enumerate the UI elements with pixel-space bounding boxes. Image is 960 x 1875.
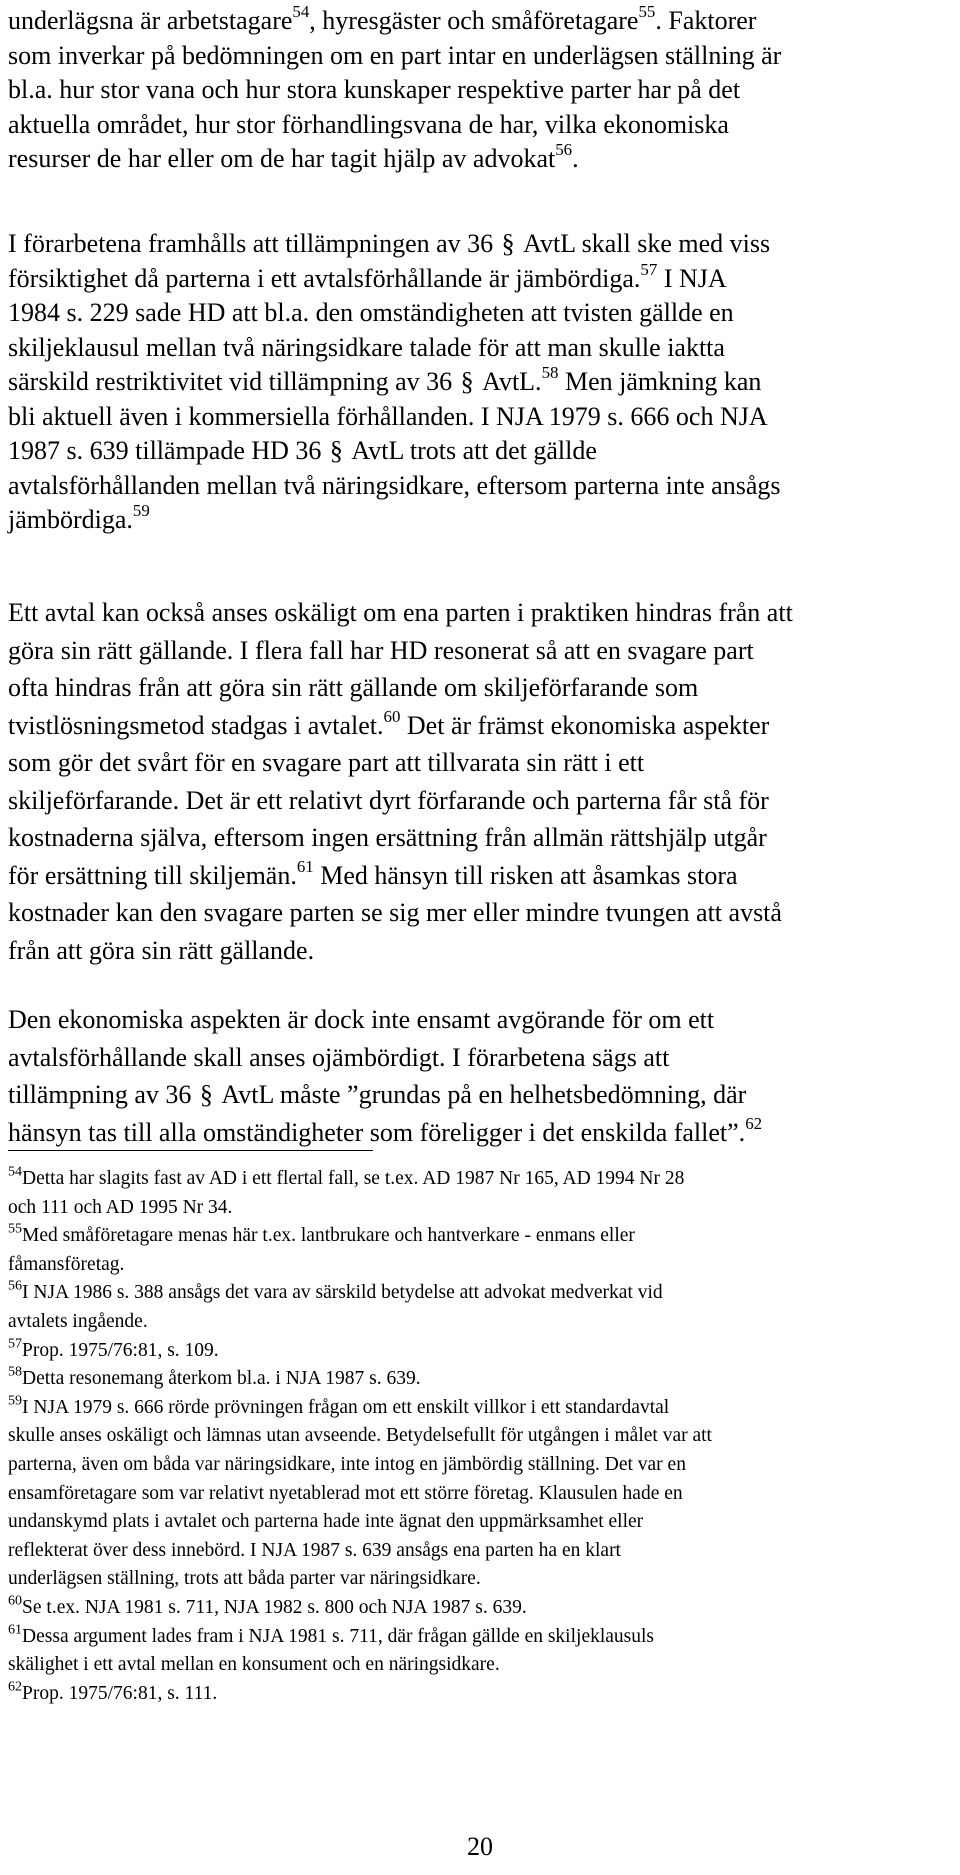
footnote-reference[interactable]: 59 bbox=[132, 501, 150, 521]
footnote-number: 56 bbox=[8, 1277, 23, 1294]
footnote-reference[interactable]: 56 bbox=[555, 140, 573, 160]
text-line: 1984 s. 229 sade HD att bl.a. den omständigheten att tvisten gällde en bbox=[8, 298, 734, 327]
footnote-56: $^{56}$I NJA 1986 s. 388 ansågs det vara av särskild betydelse att advokat medverkat vid avtalets ingående. bbox=[8, 1277, 663, 1332]
text-line: för ersättning till skiljemän.$^{61}$ Med hänsyn till risken att åsamkas stora bbox=[8, 856, 738, 890]
text-line: aktuella området, hur stor förhandlingsvana de har, vilka ekonomiska bbox=[8, 109, 729, 139]
footnote-separator bbox=[8, 1150, 373, 1151]
text-line: bli aktuell även i kommersiella förhållanden. I NJA 1979 s. 666 och NJA bbox=[8, 401, 768, 431]
text-line: från att göra sin rätt gällande. bbox=[8, 935, 315, 965]
paragraph-3 bbox=[8, 594, 948, 969]
footnote-62: $^{62}$Prop. 1975/76:81, s. 111. bbox=[8, 1678, 218, 1704]
footnote-reference[interactable]: 58 bbox=[541, 363, 559, 383]
footnote-reference[interactable]: 57 bbox=[640, 259, 658, 279]
text-line: bl.a. hur stor vana och hur stora kunskaper respektive parter har på det bbox=[8, 75, 741, 104]
footnote-number: 55 bbox=[8, 1220, 23, 1237]
text-line: hänsyn tas till alla omständigheter som föreligger i det enskilda fallet”.$^{62}$ bbox=[8, 1113, 763, 1147]
section-sign: § bbox=[460, 367, 474, 396]
text-line: tillämpning av 36 § AvtL måste ”grundas på en helhetsbedömning, där bbox=[8, 1076, 948, 1114]
text-line: särskild restriktivitet vid tillämpning av 36 § AvtL.$^{58}$ Men jämkning kan bbox=[8, 363, 948, 398]
text-line: avtalsförhållande skall anses ojämbördigt. I förarbetena sägs att bbox=[8, 1042, 670, 1072]
footnote-number: 57 bbox=[8, 1335, 23, 1352]
text-line: 1987 s. 639 tillämpade HD 36 § AvtL trots att det gällde bbox=[8, 432, 948, 467]
footnote-59: $^{59}$I NJA 1979 s. 666 rörde prövningen frågan om ett enskilt villkor i ett standardavtal skulle anses oskäligt och lämnas utan avseende. Betydelsefullt för utgången i målet var att parterna, även om båda var näringsidkare, inte intog en jämbördig ställning. Det var en ensamföretagare som var relativt nyetablerad mot ett större företag. Klausulen hade en undanskymd plats i avtalet och parterna hade inte ägnat den uppmärksamhet eller reflekterat över dess innebörd. I NJA 1987 s. 639 ansågs ena parten ha en klart underlägsen ställning, trots att båda parter var näringsidkare. bbox=[8, 1392, 712, 1590]
text-line: Den ekonomiska aspekten är dock inte ensamt avgörande för om ett bbox=[8, 1005, 715, 1034]
footnote-number: 58 bbox=[8, 1363, 23, 1380]
paragraph-4 bbox=[8, 1001, 948, 1151]
footnote-number: 59 bbox=[8, 1392, 23, 1409]
section-sign: § bbox=[501, 229, 515, 258]
text-line: ofta hindras från att göra sin rätt gällande om skiljeförfarande som bbox=[8, 673, 699, 702]
text-line: som gör det svårt för en svagare part att tillvarata sin rätt i ett bbox=[8, 748, 645, 777]
section-sign: § bbox=[329, 436, 343, 465]
text-line: resurser de har eller om de har tagit hjälp av advokat$^{56}$. bbox=[8, 140, 579, 173]
section-sign: § bbox=[199, 1080, 213, 1109]
text-line: kostnader kan den svagare parten se sig mer eller mindre tvungen att avstå bbox=[8, 898, 782, 927]
text-line: skiljeförfarande. Det är ett relativt dyrt förfarande och parterna får stå för bbox=[8, 785, 769, 815]
footnote-reference[interactable]: 62 bbox=[745, 1113, 763, 1133]
text-line: som inverkar på bedömningen om en part intar en underlägsen ställning är bbox=[8, 40, 782, 70]
text-line: tvistlösningsmetod stadgas i avtalet.$^{60}$ Det är främst ekonomiska aspekter bbox=[8, 706, 770, 740]
text-line: skiljeklausul mellan två näringsidkare talade för att man skulle iaktta bbox=[8, 332, 725, 362]
text-line: jämbördiga.$^{59}$ bbox=[8, 501, 150, 534]
page-number: 20 bbox=[467, 1832, 493, 1861]
footnote-reference[interactable]: 61 bbox=[296, 856, 314, 876]
text-line: kostnaderna själva, eftersom ingen ersättning från allmän rättshjälp utgår bbox=[8, 823, 767, 852]
footnote-reference[interactable]: 54 bbox=[292, 2, 310, 22]
footnote-60: $^{60}$Se t.ex. NJA 1981 s. 711, NJA 1982 s. 800 och NJA 1987 s. 639. bbox=[8, 1592, 527, 1618]
text-line: Ett avtal kan också anses oskäligt om ena parten i praktiken hindras från att bbox=[8, 598, 793, 627]
footnote-number: 61 bbox=[8, 1621, 23, 1638]
paragraph-1 bbox=[8, 2, 948, 175]
footnote-reference[interactable]: 55 bbox=[638, 2, 656, 22]
footnote-reference[interactable]: 60 bbox=[383, 706, 401, 726]
footnote-54: $^{54}$Detta har slagits fast av AD i ett flertal fall, se t.ex. AD 1987 Nr 165, AD 1994 Nr 28 och 111 och AD 1995 Nr 34. bbox=[8, 1163, 685, 1218]
footnote-58: $^{58}$Detta resonemang återkom bl.a. i NJA 1987 s. 639. bbox=[8, 1363, 421, 1390]
text-line: underlägsna är arbetstagare$^{54}$, hyresgäster och småföretagare$^{55}$. Faktorer bbox=[8, 2, 757, 35]
footnote-number: 54 bbox=[8, 1163, 23, 1180]
paragraph-2 bbox=[8, 225, 948, 536]
footnotes bbox=[8, 1165, 953, 1708]
footnote-55: $^{55}$Med småföretagare menas här t.ex. lantbrukare och hantverkare - enmans eller fåmansföretag. bbox=[8, 1220, 635, 1275]
footnote-number: 60 bbox=[8, 1592, 23, 1609]
text-line: avtalsförhållanden mellan två näringsidkare, eftersom parterna inte ansågs bbox=[8, 470, 781, 500]
text-line: göra sin rätt gällande. I flera fall har HD resonerat så att en svagare part bbox=[8, 635, 754, 665]
footnote-57: $^{57}$Prop. 1975/76:81, s. 109. bbox=[8, 1335, 219, 1361]
text-line: I förarbetena framhålls att tillämpningen av 36 § AvtL skall ske med viss bbox=[8, 225, 948, 260]
footnote-61: $^{61}$Dessa argument lades fram i NJA 1981 s. 711, där frågan gällde en skiljeklausuls skälighet i ett avtal mellan en konsument och en näringsidkare. bbox=[8, 1621, 655, 1676]
footnote-number: 62 bbox=[8, 1678, 23, 1695]
text-line: försiktighet då parterna i ett avtalsförhållande är jämbördiga.$^{57}$ I NJA bbox=[8, 259, 727, 293]
